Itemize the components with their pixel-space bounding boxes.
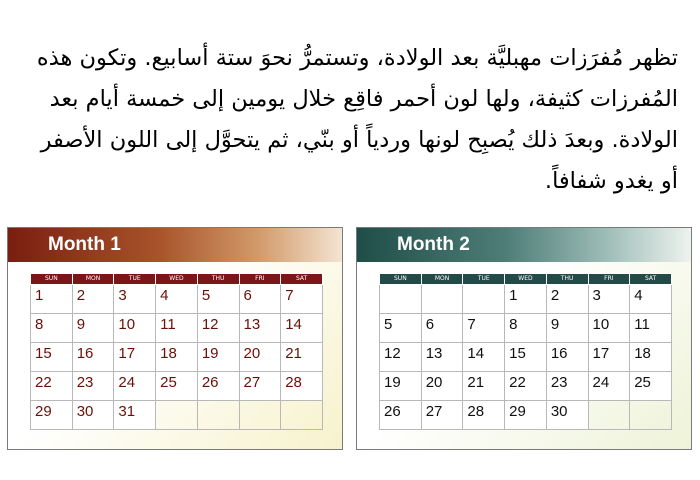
weekday-label: SUN bbox=[31, 274, 73, 285]
weekday-label: WED bbox=[156, 274, 198, 285]
day-cell: 29 bbox=[31, 401, 73, 430]
day-cell: 15 bbox=[31, 343, 73, 372]
day-cell: 10 bbox=[114, 314, 156, 343]
empty-day-cell bbox=[380, 285, 422, 314]
day-cell: 28 bbox=[281, 372, 323, 401]
day-cell: 21 bbox=[281, 343, 323, 372]
empty-day-cell bbox=[463, 285, 505, 314]
day-cell: 19 bbox=[197, 343, 239, 372]
day-cell: 28 bbox=[463, 401, 505, 430]
weekday-label: SAT bbox=[630, 274, 672, 285]
day-cell: 1 bbox=[505, 285, 547, 314]
day-cell: 25 bbox=[156, 372, 198, 401]
day-cell: 11 bbox=[630, 314, 672, 343]
day-cell: 1 bbox=[31, 285, 73, 314]
weekday-label: THU bbox=[546, 274, 588, 285]
day-cell: 5 bbox=[380, 314, 422, 343]
day-cell: 7 bbox=[281, 285, 323, 314]
day-cell: 6 bbox=[239, 285, 281, 314]
empty-day-cell bbox=[630, 401, 672, 430]
day-cell: 11 bbox=[156, 314, 198, 343]
day-cell: 18 bbox=[156, 343, 198, 372]
calendar-week-row bbox=[31, 401, 323, 430]
calendar-month-1 bbox=[7, 227, 343, 450]
day-cell: 26 bbox=[197, 372, 239, 401]
empty-day-cell bbox=[239, 401, 281, 430]
day-cell: 8 bbox=[31, 314, 73, 343]
calendar-title: Month 2 bbox=[397, 234, 470, 255]
weekday-label: FRI bbox=[239, 274, 281, 285]
day-cell: 15 bbox=[505, 343, 547, 372]
calendar-week-row bbox=[380, 343, 672, 372]
empty-day-cell bbox=[421, 285, 463, 314]
calendar-week-row bbox=[31, 285, 323, 314]
weekday-header-row bbox=[31, 274, 323, 285]
calendar-week-row bbox=[31, 372, 323, 401]
weekday-label: FRI bbox=[588, 274, 630, 285]
empty-day-cell bbox=[197, 401, 239, 430]
day-cell: 3 bbox=[114, 285, 156, 314]
weekday-header-row bbox=[380, 274, 672, 285]
empty-day-cell bbox=[156, 401, 198, 430]
postpartum-discharge-paragraph: تظهر مُفرَزات مهبليَّة بعد الولادة، وتستمرُّ نحوَ ستة أسابيع. وتكون هذه المُفرزات كثيفة، ولها لون أحمر فاقِع خلال يومين إلى خمسة أيام بعد الولادة. وبعدَ ذلك يُصبِح لونها وردياً أو بنّي، ثم يتحوَّل إلى اللون الأصفر أو يغدو شفافاً. bbox=[36, 45, 678, 194]
weekday-label: MON bbox=[421, 274, 463, 285]
day-cell: 3 bbox=[588, 285, 630, 314]
calendar-grid bbox=[379, 273, 672, 430]
empty-day-cell bbox=[588, 401, 630, 430]
day-cell: 7 bbox=[463, 314, 505, 343]
calendar-title: Month 1 bbox=[48, 234, 121, 255]
day-cell: 24 bbox=[588, 372, 630, 401]
day-cell: 12 bbox=[197, 314, 239, 343]
calendar-week-row bbox=[380, 372, 672, 401]
day-cell: 13 bbox=[239, 314, 281, 343]
day-cell: 5 bbox=[197, 285, 239, 314]
day-cell: 12 bbox=[380, 343, 422, 372]
calendar-week-row bbox=[380, 401, 672, 430]
day-cell: 27 bbox=[421, 401, 463, 430]
day-cell: 23 bbox=[72, 372, 114, 401]
day-cell: 17 bbox=[114, 343, 156, 372]
empty-day-cell bbox=[281, 401, 323, 430]
calendar-grid bbox=[30, 273, 323, 430]
day-cell: 30 bbox=[546, 401, 588, 430]
calendar-week-row bbox=[31, 343, 323, 372]
day-cell: 4 bbox=[156, 285, 198, 314]
calendar-week-row bbox=[380, 285, 672, 314]
day-cell: 25 bbox=[630, 372, 672, 401]
day-cell: 13 bbox=[421, 343, 463, 372]
day-cell: 29 bbox=[505, 401, 547, 430]
day-cell: 23 bbox=[546, 372, 588, 401]
day-cell: 26 bbox=[380, 401, 422, 430]
weekday-label: TUE bbox=[463, 274, 505, 285]
day-cell: 2 bbox=[72, 285, 114, 314]
day-cell: 24 bbox=[114, 372, 156, 401]
day-cell: 2 bbox=[546, 285, 588, 314]
weekday-label: THU bbox=[197, 274, 239, 285]
calendar-header bbox=[357, 228, 691, 262]
weekday-label: TUE bbox=[114, 274, 156, 285]
day-cell: 17 bbox=[588, 343, 630, 372]
day-cell: 9 bbox=[546, 314, 588, 343]
weekday-label: SAT bbox=[281, 274, 323, 285]
day-cell: 27 bbox=[239, 372, 281, 401]
weekday-label: MON bbox=[72, 274, 114, 285]
day-cell: 10 bbox=[588, 314, 630, 343]
calendar-week-row bbox=[380, 314, 672, 343]
weekday-label: WED bbox=[505, 274, 547, 285]
calendar-header bbox=[8, 228, 342, 262]
day-cell: 31 bbox=[114, 401, 156, 430]
calendar-week-row bbox=[31, 314, 323, 343]
day-cell: 20 bbox=[421, 372, 463, 401]
day-cell: 6 bbox=[421, 314, 463, 343]
weekday-label: SUN bbox=[380, 274, 422, 285]
day-cell: 9 bbox=[72, 314, 114, 343]
day-cell: 8 bbox=[505, 314, 547, 343]
day-cell: 4 bbox=[630, 285, 672, 314]
day-cell: 14 bbox=[281, 314, 323, 343]
day-cell: 19 bbox=[380, 372, 422, 401]
day-cell: 18 bbox=[630, 343, 672, 372]
day-cell: 14 bbox=[463, 343, 505, 372]
calendar-month-2 bbox=[356, 227, 692, 450]
day-cell: 22 bbox=[505, 372, 547, 401]
day-cell: 21 bbox=[463, 372, 505, 401]
day-cell: 20 bbox=[239, 343, 281, 372]
day-cell: 16 bbox=[72, 343, 114, 372]
day-cell: 16 bbox=[546, 343, 588, 372]
day-cell: 30 bbox=[72, 401, 114, 430]
day-cell: 22 bbox=[31, 372, 73, 401]
